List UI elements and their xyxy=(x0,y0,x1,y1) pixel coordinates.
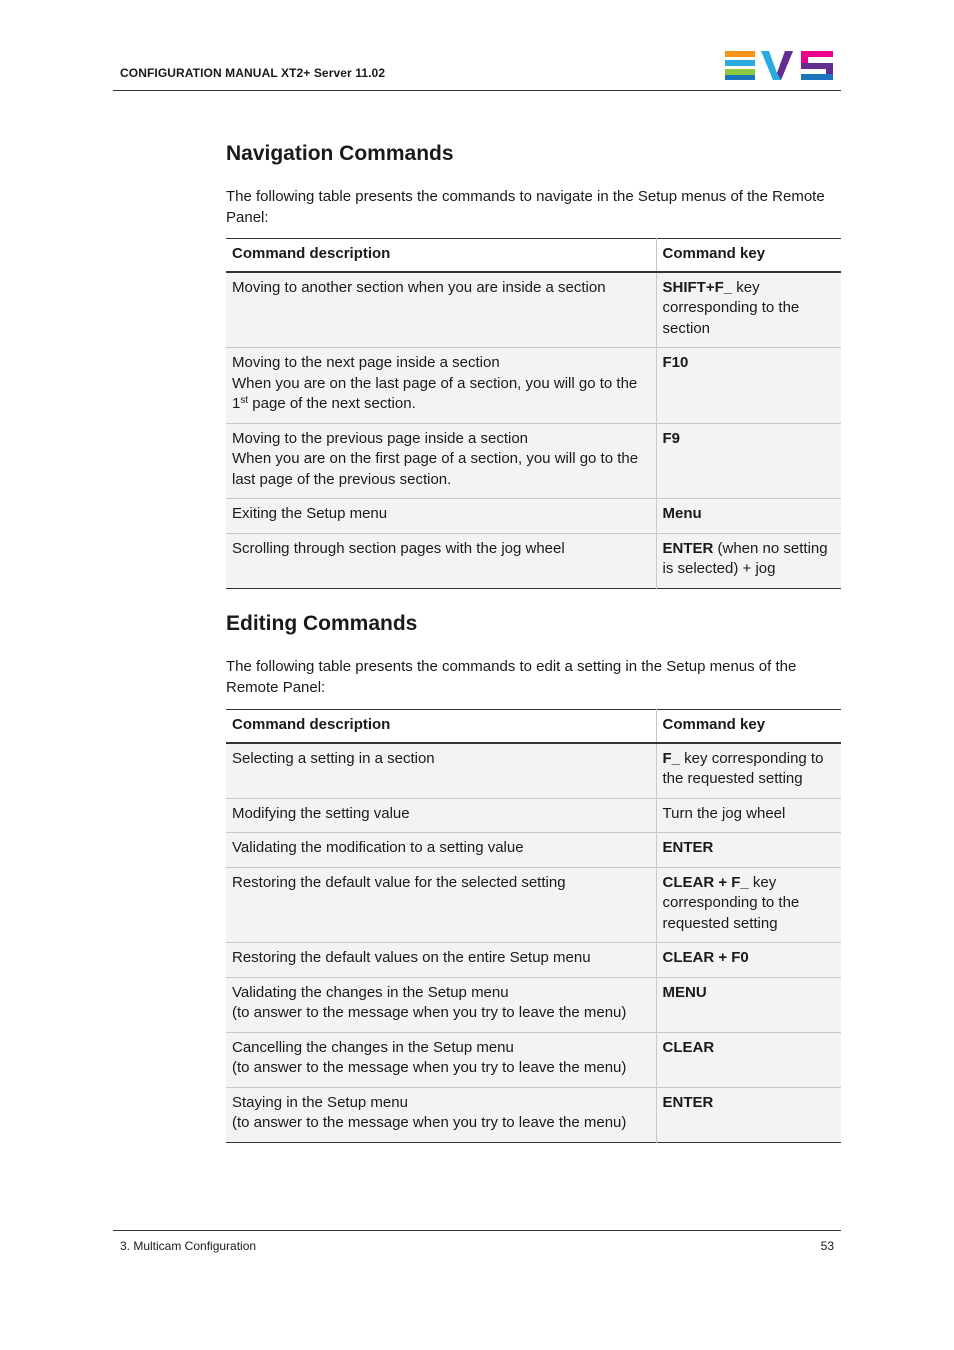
editing-intro: The following table presents the commands to edit a setting in the Setup menus of the Remote Panel: xyxy=(226,658,797,696)
table-row xyxy=(226,743,841,799)
command-key: MENU xyxy=(656,977,841,1032)
command-description: Staying in the Setup menu (to answer to the message when you try to leave the menu) xyxy=(226,1087,656,1142)
table-header-row xyxy=(226,710,841,743)
table-header-row xyxy=(226,239,841,272)
command-description: Moving to the previous page inside a section When you are on the first page of a section, you will go to the last page of the previous section. xyxy=(226,423,656,499)
command-key: ENTER xyxy=(656,833,841,868)
table-row xyxy=(226,1087,841,1142)
command-description: Exiting the Setup menu xyxy=(226,499,656,534)
column-header-key: Command key xyxy=(656,239,841,272)
table-row xyxy=(226,348,841,424)
command-description: Restoring the default value for the selected setting xyxy=(226,867,656,943)
command-key: ENTER (when no setting is selected) + jog xyxy=(656,533,841,588)
table-row xyxy=(226,798,841,833)
command-key: CLEAR + F_ key corresponding to the requested setting xyxy=(656,867,841,943)
command-key: Turn the jog wheel xyxy=(656,798,841,833)
command-description: Validating the modification to a setting value xyxy=(226,833,656,868)
evs-logo xyxy=(725,51,835,81)
logo-letter-s xyxy=(801,51,833,80)
command-key: F9 xyxy=(656,423,841,499)
command-key: CLEAR + F0 xyxy=(656,943,841,978)
editing-table xyxy=(226,709,841,1143)
command-description: Cancelling the changes in the Setup menu (to answer to the message when you try to leave the menu) xyxy=(226,1032,656,1087)
table-row xyxy=(226,1032,841,1087)
column-header-key: Command key xyxy=(656,710,841,743)
table-row xyxy=(226,272,841,348)
command-key: SHIFT+F_ key corresponding to the section xyxy=(656,272,841,348)
command-description: Selecting a setting in a section xyxy=(226,743,656,799)
command-description: Modifying the setting value xyxy=(226,798,656,833)
command-key: Menu xyxy=(656,499,841,534)
table-row xyxy=(226,943,841,978)
column-header-description: Command description xyxy=(226,239,656,272)
header-title: CONFIGURATION MANUAL XT2+ Server 11.02 xyxy=(120,66,386,80)
footer-chapter: 3. Multicam Configuration xyxy=(120,1239,257,1253)
command-description: Validating the changes in the Setup menu (to answer to the message when you try to leave the menu) xyxy=(226,977,656,1032)
logo-letter-v xyxy=(761,51,793,80)
command-description: Restoring the default values on the entire Setup menu xyxy=(226,943,656,978)
table-row xyxy=(226,533,841,588)
command-key: F10 xyxy=(656,348,841,424)
command-key: F_ key corresponding to the requested setting xyxy=(656,743,841,799)
command-description: Moving to the next page inside a section When you are on the last page of a section, you will go to the 1st page of the next section. xyxy=(226,348,656,424)
command-description: Scrolling through section pages with the jog wheel xyxy=(226,533,656,588)
command-key: ENTER xyxy=(656,1087,841,1142)
command-description: Moving to another section when you are inside a section xyxy=(226,272,656,348)
navigation-table xyxy=(226,238,841,589)
page-header xyxy=(113,48,841,91)
table-row xyxy=(226,833,841,868)
navigation-intro: The following table presents the commands to navigate in the Setup menus of the Remote Panel: xyxy=(226,188,825,226)
table-row xyxy=(226,423,841,499)
editing-heading: Editing Commands xyxy=(226,612,418,635)
logo-letter-e xyxy=(725,51,755,80)
command-key: CLEAR xyxy=(656,1032,841,1087)
table-row xyxy=(226,867,841,943)
navigation-heading: Navigation Commands xyxy=(226,142,454,165)
table-row xyxy=(226,499,841,534)
table-row xyxy=(226,977,841,1032)
column-header-description: Command description xyxy=(226,710,656,743)
page-footer xyxy=(113,1230,841,1253)
page-number: 53 xyxy=(820,1239,834,1253)
